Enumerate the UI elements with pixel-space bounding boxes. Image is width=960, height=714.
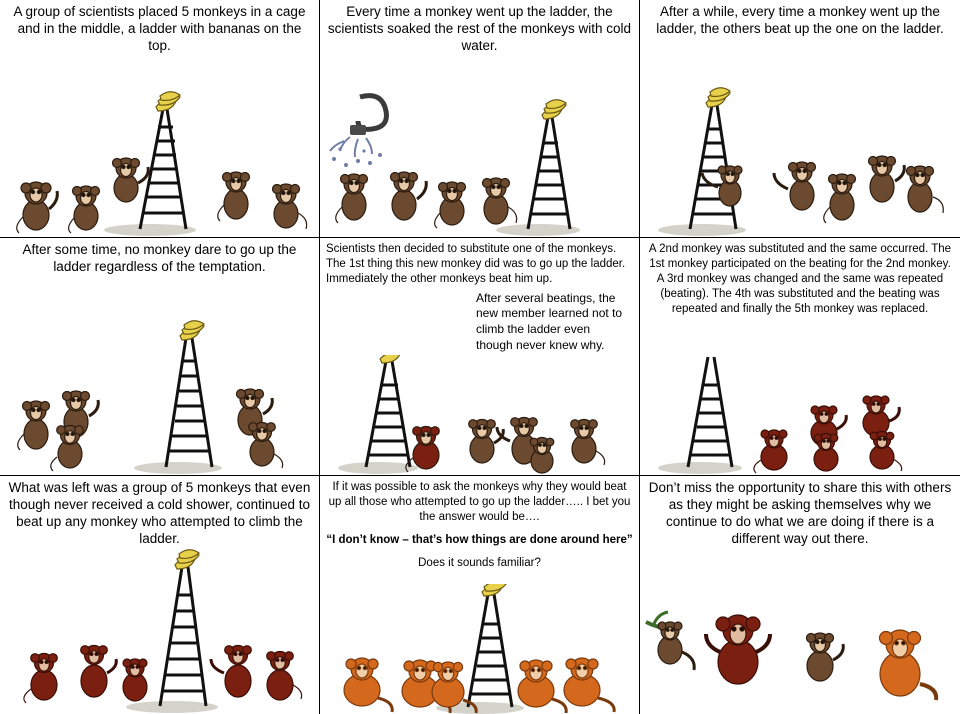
- panel-3-illustration: [640, 87, 960, 237]
- panel-7: [0, 476, 320, 714]
- panel-1-illustration: [0, 87, 320, 237]
- panel-9: [640, 476, 960, 714]
- panel-2: [320, 0, 640, 238]
- panel-7-scene: [0, 539, 319, 714]
- panel-6-illustration: [640, 355, 960, 475]
- panel-5-caption: Scientists then decided to substitute one of the monkeys. The 1st thing this new monkey did was to go up the ladder. Immediately the other monkeys beat him up.: [326, 243, 626, 285]
- panel-1-scene: [0, 87, 319, 237]
- panel-4: [0, 238, 320, 476]
- panel-4-scene: [0, 300, 319, 475]
- panel-7-caption: What was left was a group of 5 monkeys that even though never received a cold shower, continued to beat up any monkey who attempted to climb the ladder.: [8, 480, 311, 546]
- panel-3: [640, 0, 960, 238]
- panel-2-caption: Every time a monkey went up the ladder, the scientists soaked the rest of the monkeys with cold water.: [327, 4, 632, 53]
- panel-9-scene: [640, 604, 960, 714]
- panel-1-caption: A group of scientists placed 5 monkeys in a cage and in the middle, a ladder with bananas on the top.: [13, 4, 306, 53]
- panel-5-scene: [320, 355, 639, 475]
- panel-8-illustration: [320, 584, 640, 714]
- panel-5-illustration: [320, 355, 640, 475]
- panel-2-illustration: [320, 87, 640, 237]
- panel-8-closing-question: Does it sounds familiar?: [418, 556, 541, 569]
- panel-2-scene: [320, 87, 639, 237]
- panel-5: [320, 238, 640, 476]
- panel-5-inset-caption: After several beatings, the new member learned not to climb the ladder even though never knew why.: [476, 290, 623, 352]
- panel-9-illustration: [640, 604, 960, 714]
- panel-8: [320, 476, 640, 714]
- panel-8-quote: “I don’t know – that’s how things are done around here”: [326, 533, 633, 546]
- panel-6: [640, 238, 960, 476]
- panel-6-caption: A 2nd monkey was substituted and the same occurred. The 1st monkey participated on the beating for the 2nd monkey. A 3rd monkey was changed and the same was repeated (beating). The 4th was substituted and the beating was repeated and finally the 5th monkey was replaced.: [648, 243, 952, 315]
- panel-9-caption: Don’t miss the opportunity to share this with others as they might be asking themselves why we continue to do what we are doing if there is a different way out there.: [648, 480, 952, 546]
- panel-4-illustration: [0, 300, 320, 475]
- panel-1: [0, 0, 320, 238]
- water-hose-icon: [330, 96, 386, 167]
- panel-8-caption: If it was possible to ask the monkeys why they would beat up all those who attempted to go up the ladder….. I bet you the answer would be….: [328, 481, 631, 523]
- panel-3-caption: After a while, every time a monkey went up the ladder, the others beat up the one on the ladder.: [656, 4, 944, 36]
- panel-4-caption: After some time, no monkey dare to go up the ladder regardless of the temptation.: [22, 242, 297, 274]
- panel-8-scene: [320, 584, 639, 714]
- panel-3-scene: [640, 87, 960, 237]
- panel-7-illustration: [0, 539, 320, 714]
- panel-6-scene: [640, 355, 960, 475]
